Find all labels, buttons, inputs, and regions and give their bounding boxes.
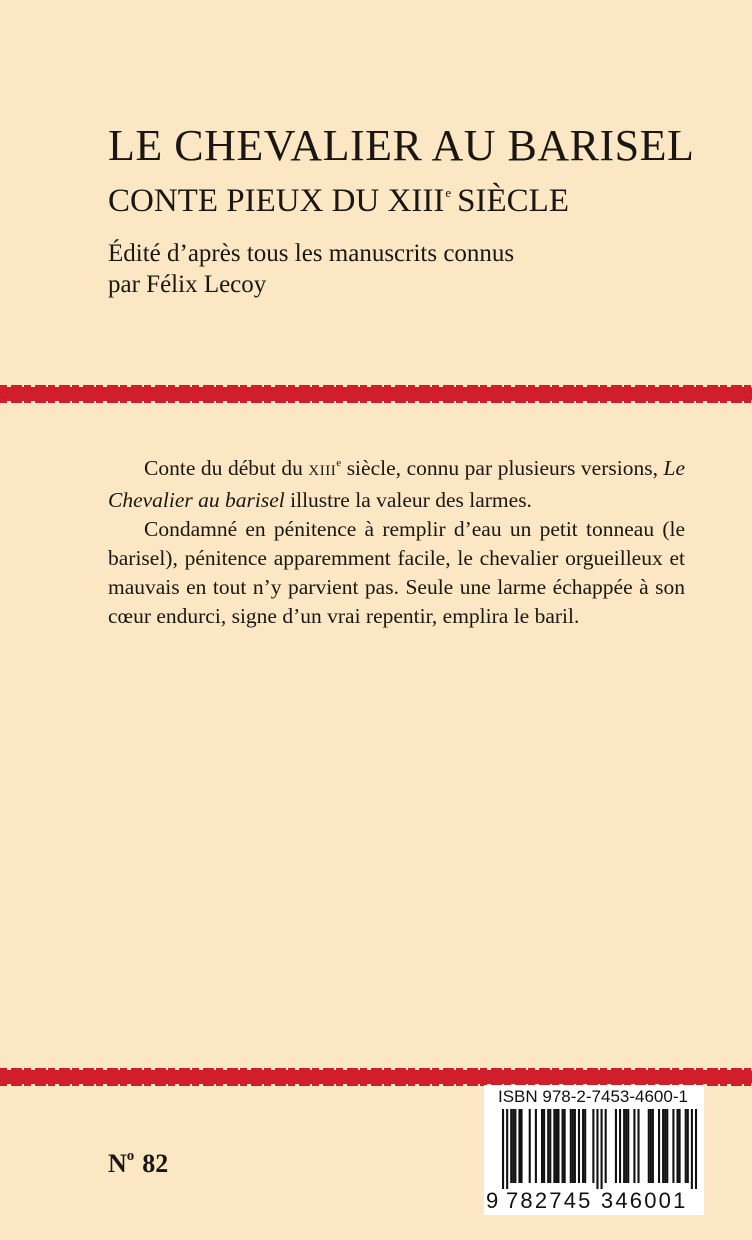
bottom-red-rule — [0, 1070, 752, 1084]
barcode-bar — [619, 1109, 621, 1183]
barcode-bar — [512, 1109, 514, 1183]
barcode-bar — [627, 1109, 629, 1183]
barcode-bar — [514, 1109, 516, 1183]
subtitle-text: CONTE PIEUX DU XIII — [108, 183, 445, 219]
barcode-bar — [578, 1109, 580, 1183]
barcode-bar — [679, 1109, 681, 1183]
barcode-bar — [562, 1109, 564, 1183]
barcode-bar — [650, 1109, 652, 1183]
barcode-bar — [691, 1109, 693, 1189]
barcode-bar — [582, 1109, 584, 1183]
barcode-bar — [574, 1109, 576, 1183]
barcode-bar — [648, 1109, 650, 1183]
barcode-bar — [672, 1109, 674, 1183]
barcode-bar — [685, 1109, 687, 1183]
barcode-bar — [535, 1109, 537, 1183]
editor-line-2: par Félix Lecoy — [108, 271, 267, 298]
barcode-bar — [625, 1109, 627, 1183]
barcode-bar — [549, 1109, 551, 1183]
book-title: LE CHEVALIER AU BARISEL — [108, 121, 695, 170]
barcode-bar — [615, 1109, 617, 1183]
blurb-p1-start: Conte du début du — [144, 456, 309, 480]
number-prefix: N — [108, 1149, 127, 1178]
barcode-bar — [570, 1109, 572, 1183]
barcode-bar — [543, 1109, 545, 1183]
barcode-bar — [557, 1109, 559, 1183]
barcode-bar — [518, 1109, 520, 1183]
barcode-bar — [662, 1109, 664, 1183]
barcode-bar — [695, 1109, 697, 1189]
barcode-bar — [564, 1109, 566, 1183]
barcode-bar — [658, 1109, 660, 1183]
subtitle-superscript: e — [445, 185, 452, 200]
barcode-bar — [541, 1109, 543, 1183]
barcode-bar — [502, 1109, 504, 1189]
barcode-bar — [652, 1109, 654, 1183]
blurb-paragraph-2: Condamné en pénitence à remplir d’eau un petit tonneau (le barisel), pénitence apparemment facile, le chevalier orgueilleux et mauvais en tout n’y parvient pas. Seule une larme échappée à son cœur endurci, signe d’un vrai repentir, emplira le baril. — [108, 517, 685, 628]
number-value: 82 — [142, 1149, 169, 1178]
barcode-bar — [666, 1109, 668, 1183]
blurb-paragraph-1 — [108, 449, 685, 515]
barcode-bar — [664, 1109, 666, 1183]
number-sup: o — [126, 1148, 135, 1164]
blurb-p1-end: illustre la valeur des larmes. — [284, 488, 532, 512]
barcode-bar — [584, 1109, 586, 1183]
barcode-bar — [555, 1109, 557, 1183]
subtitle-end: SIÈCLE — [457, 183, 569, 219]
barcode-bar — [623, 1109, 625, 1183]
blurb-book-title: Le Chevalier au barisel — [108, 456, 686, 512]
ean-remaining-digits: 782745 346001 — [506, 1188, 688, 1213]
isbn-label: ISBN 978-2-7453-4600-1 — [498, 1087, 688, 1106]
blurb-p1-mid: siècle, connu par plusieurs versions, — [341, 456, 664, 480]
barcode-bar — [633, 1109, 635, 1183]
barcode-bar — [601, 1109, 603, 1189]
blurb-century-sup: e — [336, 457, 342, 469]
barcode-bar — [592, 1109, 594, 1183]
barcode-bar — [637, 1109, 639, 1183]
barcode-bars — [484, 1109, 704, 1189]
barcode-bar — [687, 1109, 689, 1183]
barcode-bar — [596, 1109, 598, 1189]
book-subtitle — [108, 183, 569, 220]
blurb-text — [108, 449, 685, 631]
top-red-rule — [0, 387, 752, 401]
barcode-bar — [529, 1109, 531, 1183]
barcode-bar — [572, 1109, 574, 1183]
barcode-bar — [547, 1109, 549, 1183]
barcode-bar — [605, 1109, 607, 1183]
barcode-bar — [676, 1109, 678, 1183]
blurb-century: XIII — [308, 463, 337, 479]
ean-first-digit: 9 — [486, 1188, 499, 1213]
isbn-barcode — [484, 1085, 704, 1215]
barcode-bar — [506, 1109, 508, 1189]
editor-line-1: Édité d’après tous les manuscrits connus — [108, 240, 515, 267]
series-number — [108, 1148, 168, 1179]
barcode-bar — [510, 1109, 512, 1183]
barcode-bar — [520, 1109, 522, 1183]
barcode-bar — [553, 1109, 555, 1183]
